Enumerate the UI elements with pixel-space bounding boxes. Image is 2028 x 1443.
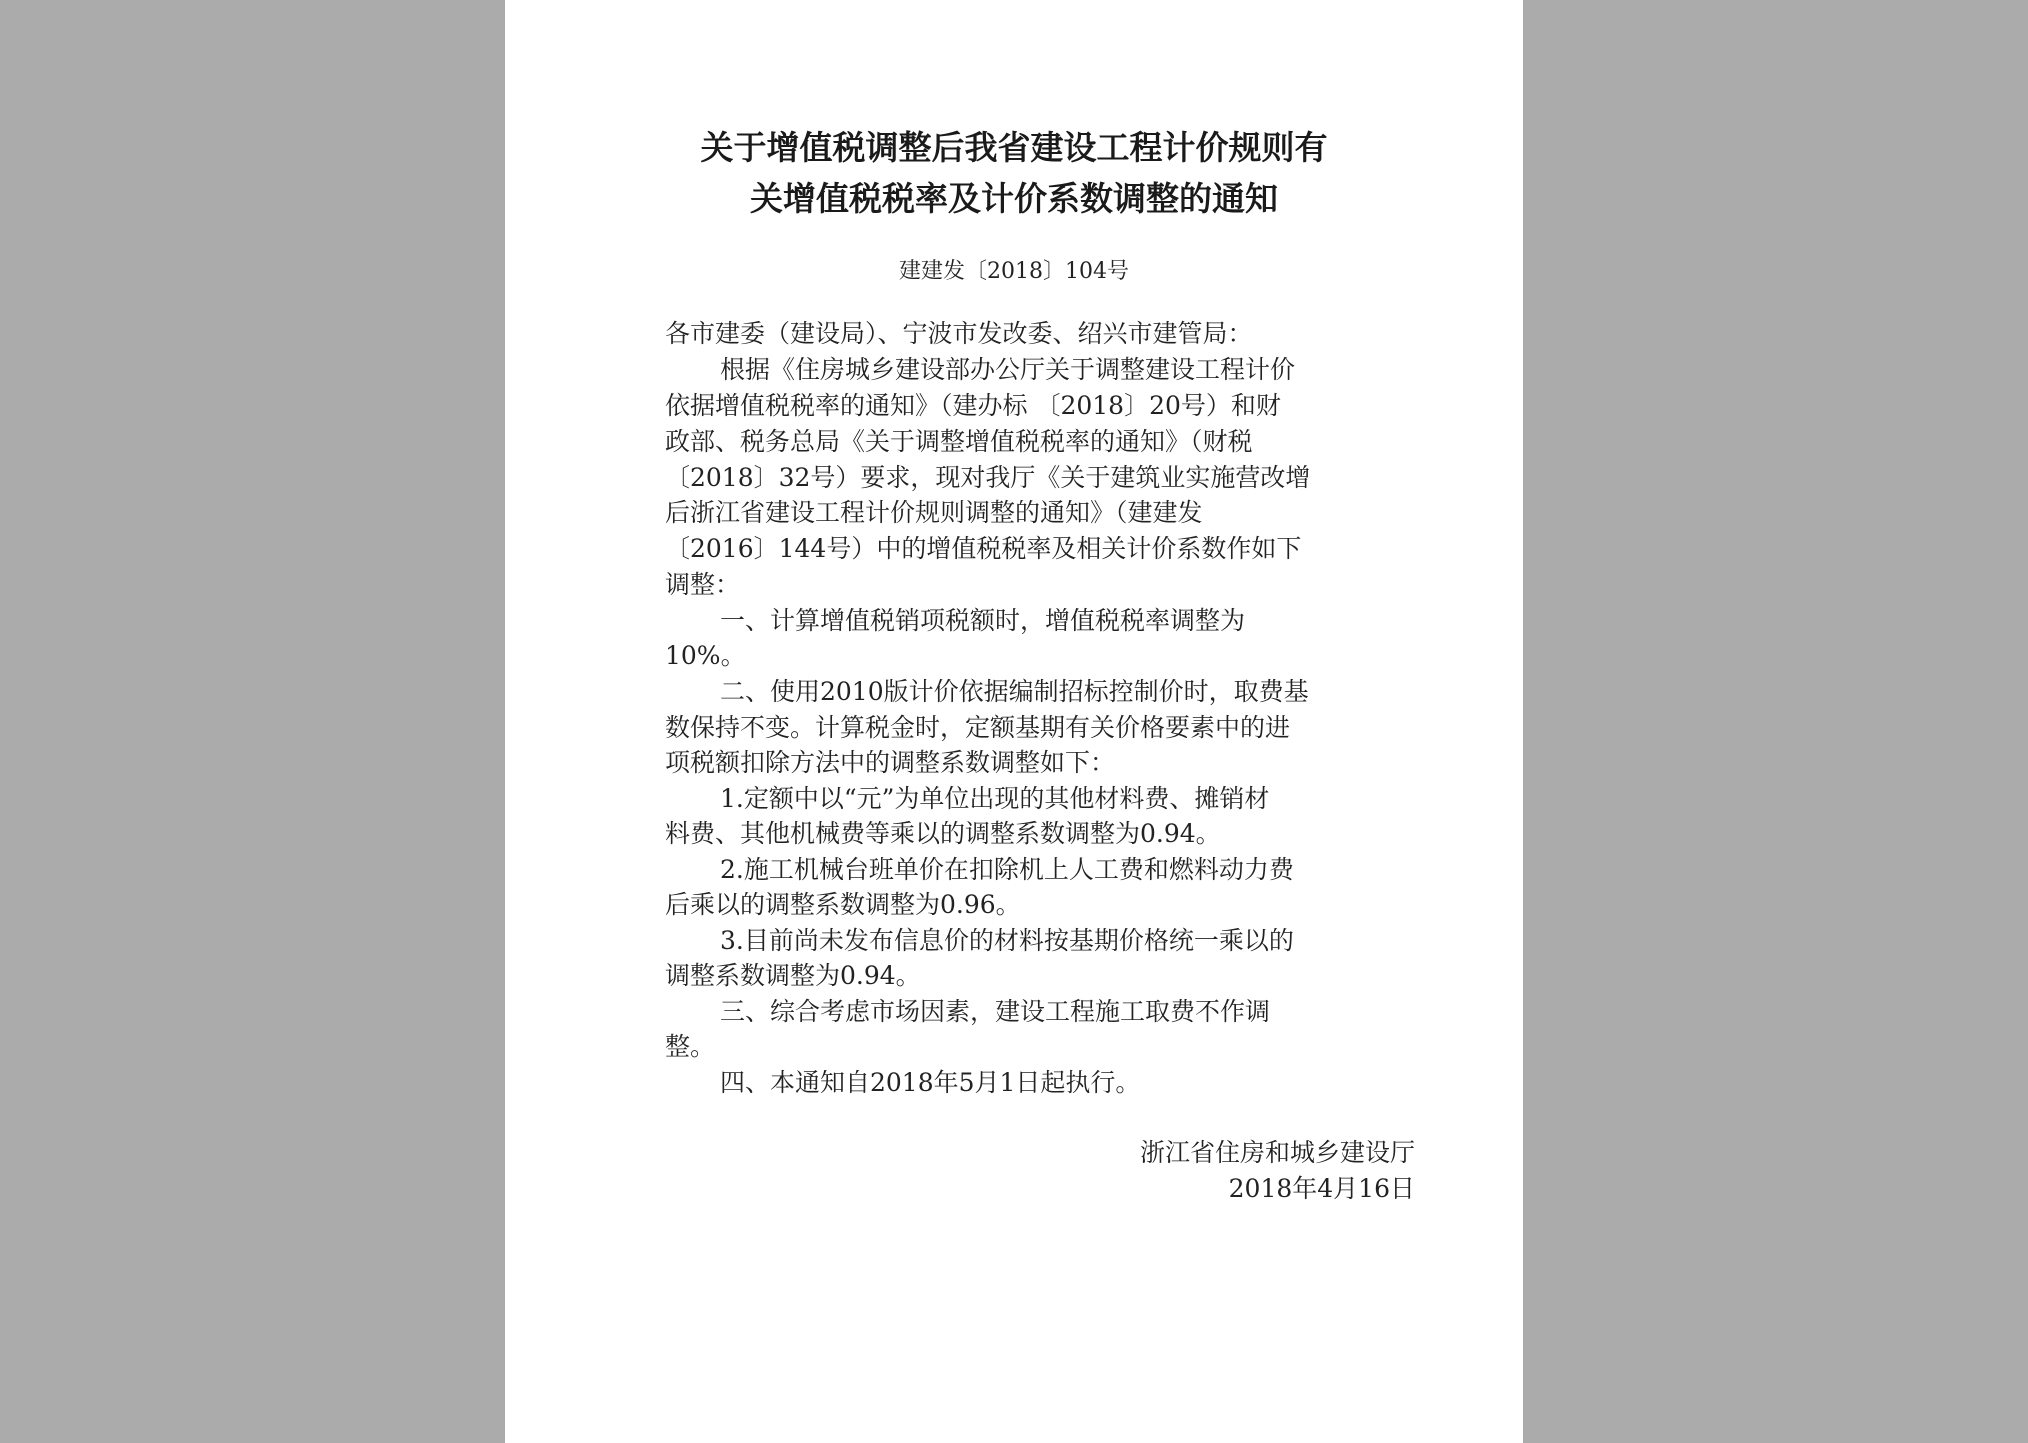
paragraph-line: 调整： [665, 570, 741, 599]
document-number: 建建发〔2018〕104号 [899, 259, 1129, 284]
item-three-line: 三、综合考虑市场因素，建设工程施工取费不作调 [720, 997, 1271, 1026]
item-three-line: 整。 [665, 1032, 716, 1061]
item-one-line: 10%。 [665, 641, 746, 670]
paragraph-line: 〔2016〕144号）中的增值税税率及相关计价系数作如下 [665, 534, 1302, 563]
item-four-line: 四、本通知自2018年5月1日起执行。 [720, 1068, 1141, 1097]
subitem-line: 2.施工机械台班单价在扣除机上人工费和燃料动力费 [720, 855, 1294, 884]
item-two-line: 二、使用2010版计价依据编制招标控制价时，取费基 [720, 677, 1309, 706]
item-two-line: 项税额扣除方法中的调整系数调整如下： [665, 748, 1116, 777]
salutation: 各市建委（建设局）、宁波市发改委、绍兴市建管局： [665, 319, 1253, 348]
item-two-line: 数保持不变。计算税金时，定额基期有关价格要素中的进 [665, 713, 1291, 742]
paragraph-line: 〔2018〕32号）要求，现对我厅《关于建筑业实施营改增 [665, 463, 1311, 492]
subitem-line: 后乘以的调整系数调整为0.96。 [665, 890, 1021, 919]
signature-organization: 浙江省住房和城乡建设厅 [1139, 1138, 1415, 1167]
subitem-line: 3.目前尚未发布信息价的材料按基期价格统一乘以的 [720, 926, 1294, 955]
document-title-line-2: 关增值税税率及计价系数调整的通知 [750, 179, 1278, 218]
document-title-line-1: 关于增值税调整后我省建设工程计价规则有 [700, 128, 1328, 167]
subitem-line: 调整系数调整为0.94。 [665, 961, 921, 990]
paragraph-line: 根据《住房城乡建设部办公厅关于调整建设工程计价 [720, 355, 1296, 384]
item-one-line: 一、计算增值税销项税额时，增值税税率调整为 [720, 606, 1246, 635]
paragraph-line: 政部、税务总局《关于调整增值税税率的通知》（财税 [665, 427, 1253, 456]
signature-date: 2018年4月16日 [1228, 1174, 1415, 1203]
paragraph-line: 后浙江省建设工程计价规则调整的通知》（建建发 [665, 498, 1203, 527]
document-page [505, 0, 1523, 1443]
subitem-line: 1.定额中以“元”为单位出现的其他材料费、摊销材 [720, 784, 1270, 813]
paragraph-line: 依据增值税税率的通知》（建办标 〔2018〕20号）和财 [665, 391, 1281, 420]
subitem-line: 料费、其他机械费等乘以的调整系数调整为0.94。 [665, 819, 1221, 848]
